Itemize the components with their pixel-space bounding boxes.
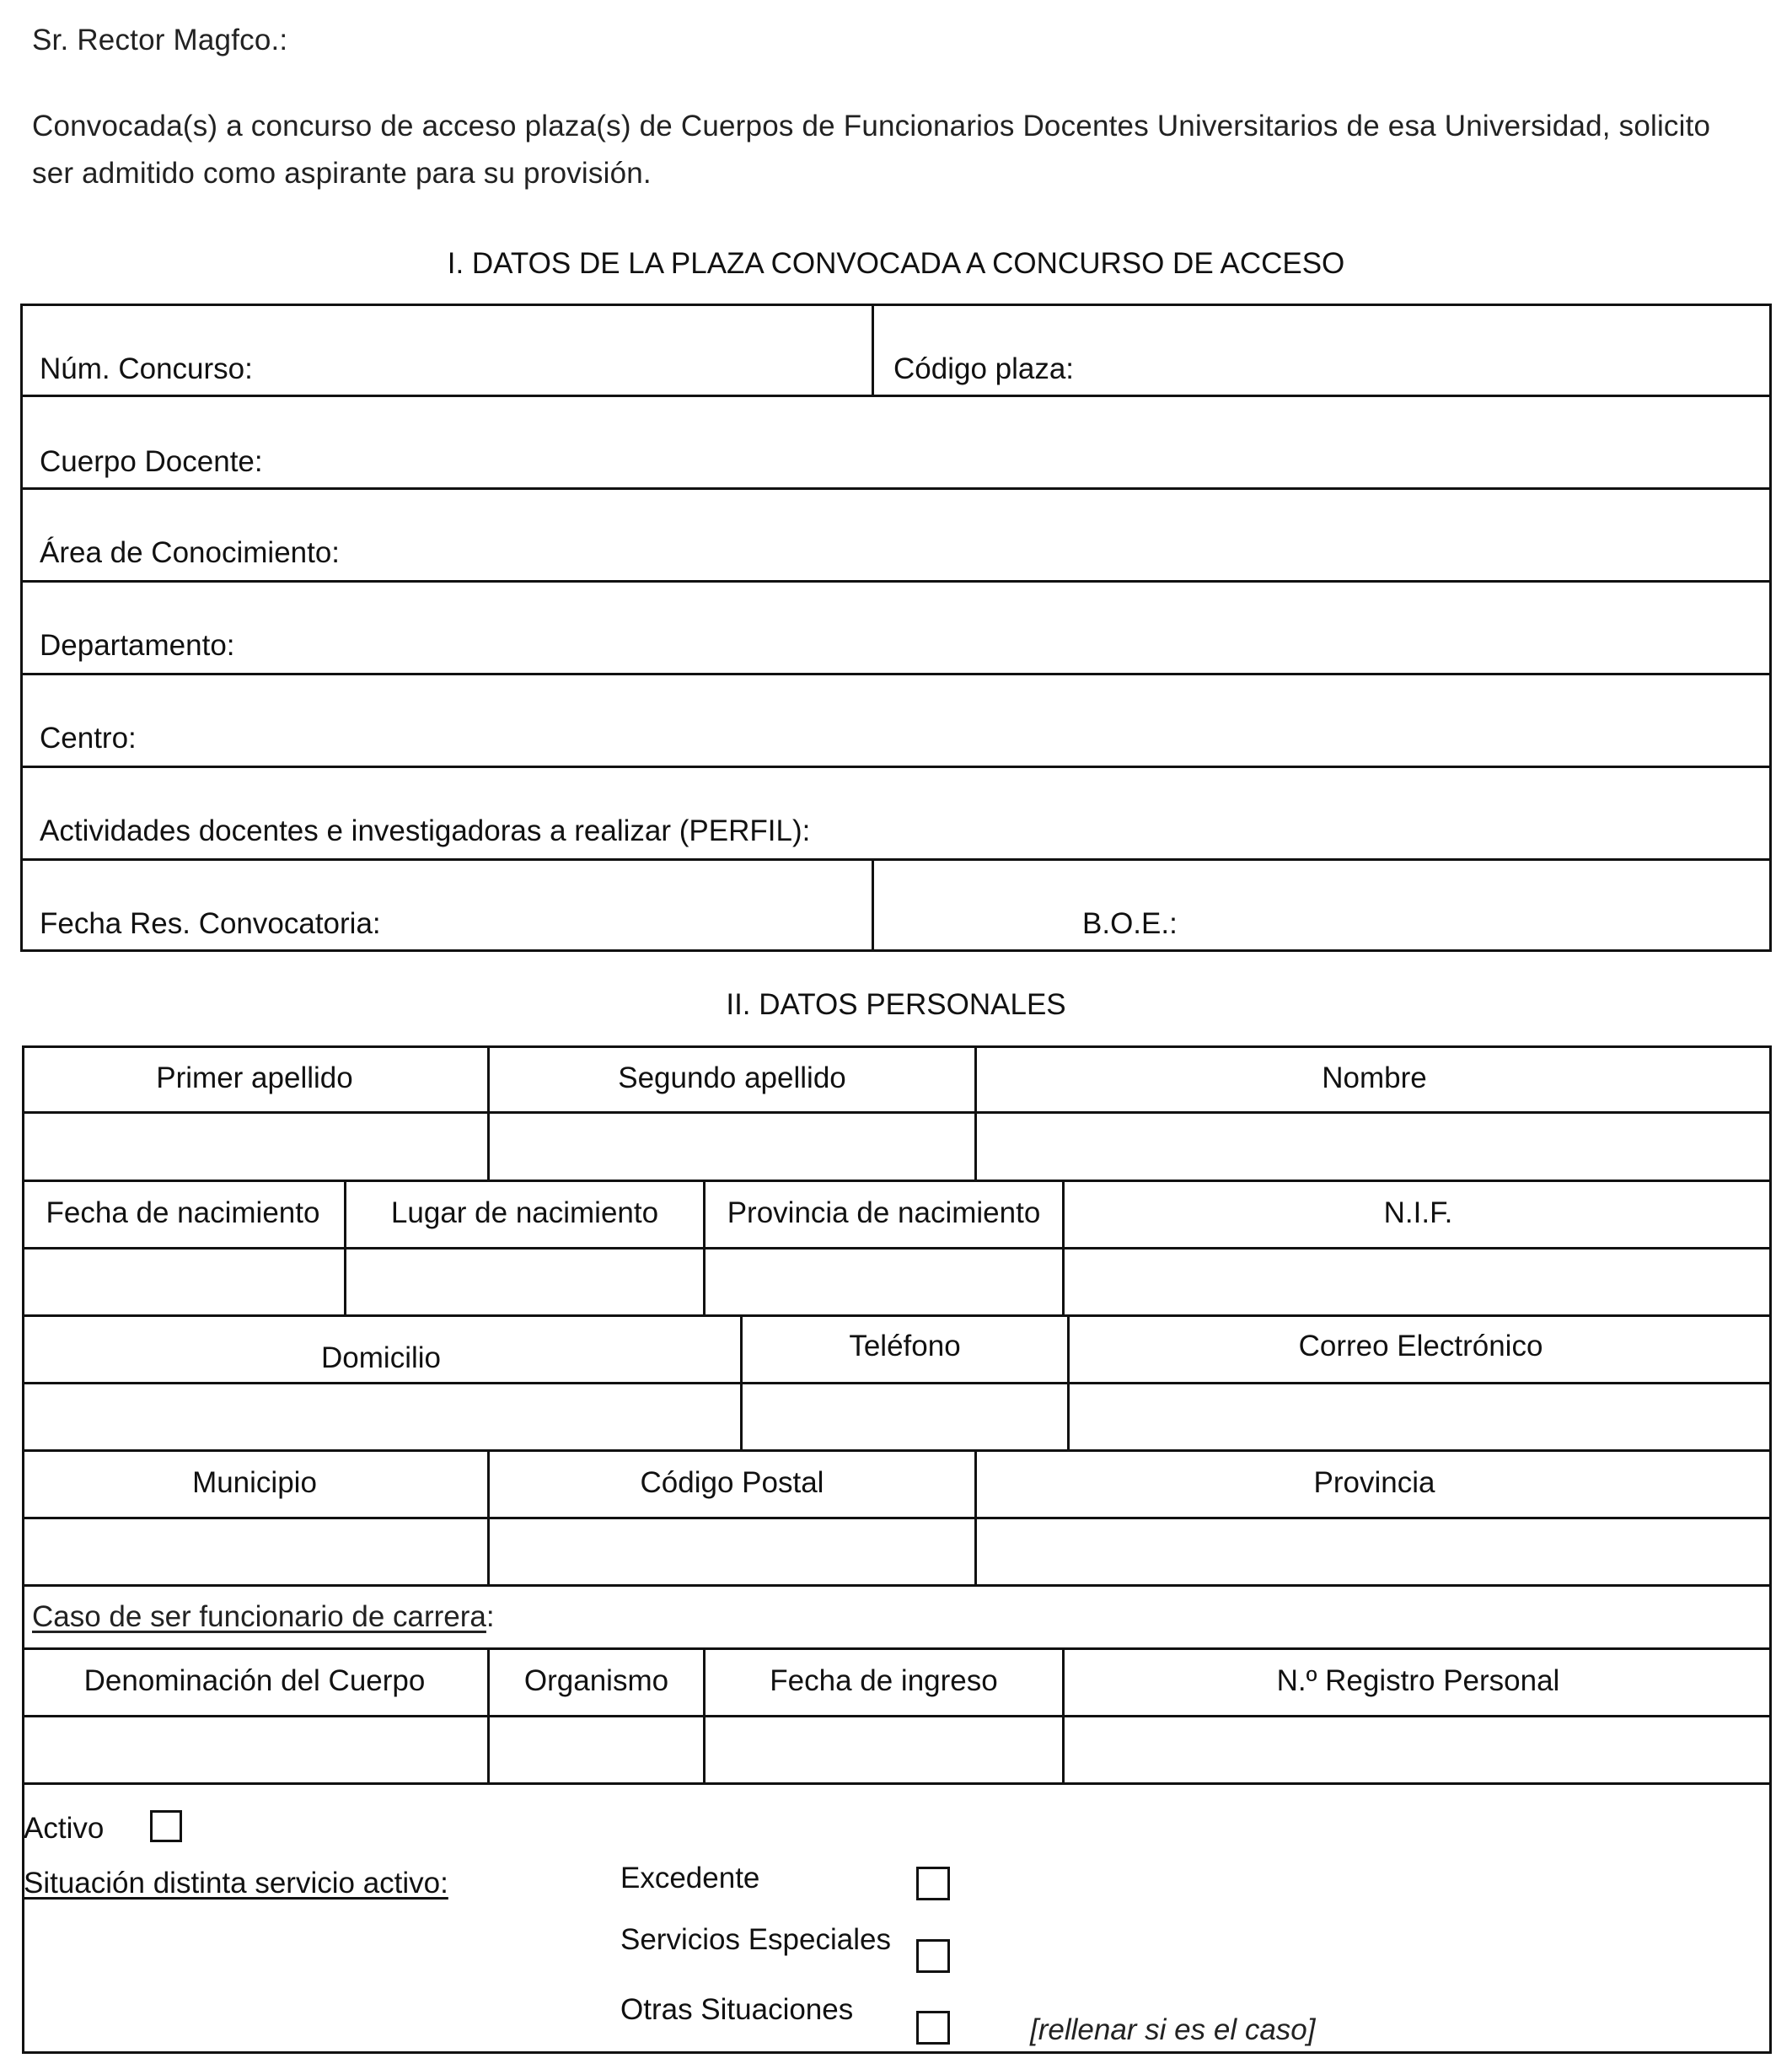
provincia-label: Provincia [1313,1466,1435,1499]
registro-personal-header [1065,1647,1772,1715]
fecha-nacimiento-input[interactable] [24,1249,344,1314]
servicios-especiales-checkbox[interactable] [916,1939,950,1973]
fecha-res-label: Fecha Res. Convocatoria: [40,907,381,940]
boe-field[interactable] [874,860,1772,951]
situacion-label: Situación distinta servicio activo: [24,1867,448,1900]
otras-situaciones-label: Otras Situaciones [620,1993,854,2026]
funcionario-carrera-label [32,1600,495,1634]
municipio-input[interactable] [24,1519,487,1584]
denominacion-cuerpo-input[interactable] [24,1717,487,1782]
telefono-header [743,1314,1067,1382]
municipio-header [22,1449,487,1517]
provincia-header [977,1449,1772,1517]
boe-label: B.O.E.: [1082,907,1178,940]
correo-header [1070,1314,1772,1382]
activo-checkbox[interactable] [150,1810,182,1842]
activo-label: Activo [24,1812,105,1845]
lugar-nacimiento-input[interactable] [346,1249,703,1314]
centro-label: Centro: [40,722,137,755]
correo-input[interactable] [1070,1384,1769,1449]
codigo-postal-input[interactable] [490,1519,974,1584]
segundo-apellido-input[interactable] [490,1114,974,1180]
fecha-ingreso-input[interactable] [706,1717,1062,1782]
primer-apellido-input[interactable] [24,1114,487,1180]
actividades-label: Actividades docentes e investigadoras a realizar (PERFIL): [40,814,811,847]
funcionario-carrera-text: Caso de ser funcionario de carrera [32,1600,486,1633]
nif-input[interactable] [1065,1249,1769,1314]
organismo-input[interactable] [490,1717,703,1782]
area-conocimiento-label: Área de Conocimiento: [40,536,341,569]
fecha-nacimiento-label: Fecha de nacimiento [46,1196,320,1229]
num-concurso-label: Núm. Concurso: [40,352,253,385]
centro-field[interactable] [20,674,1772,766]
intro-line-1: Convocada(s) a concurso de acceso plaza(s) de Cuerpos de Funcionarios Docentes Universitarios de esa Universidad, solicito [32,110,1711,142]
fecha-res-field[interactable] [20,860,872,951]
organismo-header [490,1647,703,1715]
servicios-especiales-label: Servicios Especiales [620,1923,891,1956]
rellenar-note: [rellenar si es el caso] [1030,2013,1316,2046]
segundo-apellido-label: Segundo apellido [618,1061,846,1094]
departamento-field[interactable] [20,582,1772,673]
intro-line-2: ser admitido como aspirante para su provisión. [32,157,652,190]
primer-apellido-label: Primer apellido [156,1061,353,1094]
fecha-ingreso-label: Fecha de ingreso [770,1664,998,1697]
nombre-header [977,1045,1772,1111]
funcionario-carrera-colon: : [486,1600,495,1633]
fecha-nacimiento-header [22,1180,344,1247]
excedente-label: Excedente [620,1862,760,1894]
provincia-nacimiento-header [706,1180,1062,1247]
salutation: Sr. Rector Magfco.: [32,24,288,56]
correo-label: Correo Electrónico [1298,1330,1543,1362]
telefono-label: Teléfono [849,1330,961,1362]
divider [22,1584,1772,1587]
departamento-label: Departamento: [40,629,235,662]
denominacion-cuerpo-header [22,1647,487,1715]
cuerpo-docente-label: Cuerpo Docente: [40,445,263,478]
nif-label: N.I.F. [1383,1196,1453,1229]
actividades-field[interactable] [20,767,1772,858]
domicilio-input[interactable] [24,1384,740,1449]
otras-situaciones-checkbox[interactable] [916,2011,950,2045]
section-1-title: I. DATOS DE LA PLAZA CONVOCADA A CONCURSO DE ACCESO [447,247,1345,280]
domicilio-label: Domicilio [321,1341,441,1374]
codigo-postal-label: Código Postal [640,1466,824,1499]
codigo-plaza-field[interactable] [874,304,1772,396]
divider [22,1782,1772,1785]
primer-apellido-header [22,1045,487,1111]
lugar-nacimiento-label: Lugar de nacimiento [390,1196,659,1229]
nombre-input[interactable] [977,1114,1769,1180]
cuerpo-docente-field[interactable] [20,396,1772,489]
provincia-nacimiento-label: Provincia de nacimiento [727,1196,1041,1229]
telefono-input[interactable] [743,1384,1067,1449]
registro-personal-label: N.º Registro Personal [1276,1664,1560,1697]
segundo-apellido-header [490,1045,974,1111]
area-conocimiento-field[interactable] [20,489,1772,580]
organismo-label: Organismo [523,1664,669,1697]
domicilio-header [22,1314,740,1382]
nif-header [1065,1180,1772,1247]
provincia-nacimiento-input[interactable] [706,1249,1062,1314]
num-concurso-field[interactable] [20,304,872,396]
lugar-nacimiento-header [346,1180,703,1247]
denominacion-cuerpo-label: Denominación del Cuerpo [83,1664,426,1697]
codigo-plaza-label: Código plaza: [893,352,1075,385]
codigo-postal-header [490,1449,974,1517]
nombre-label: Nombre [1322,1061,1427,1094]
municipio-label: Municipio [192,1466,317,1499]
fecha-ingreso-header [706,1647,1062,1715]
registro-personal-input[interactable] [1065,1717,1769,1782]
provincia-input[interactable] [977,1519,1769,1584]
section-2-title: II. DATOS PERSONALES [726,988,1066,1021]
excedente-checkbox[interactable] [916,1867,950,1900]
